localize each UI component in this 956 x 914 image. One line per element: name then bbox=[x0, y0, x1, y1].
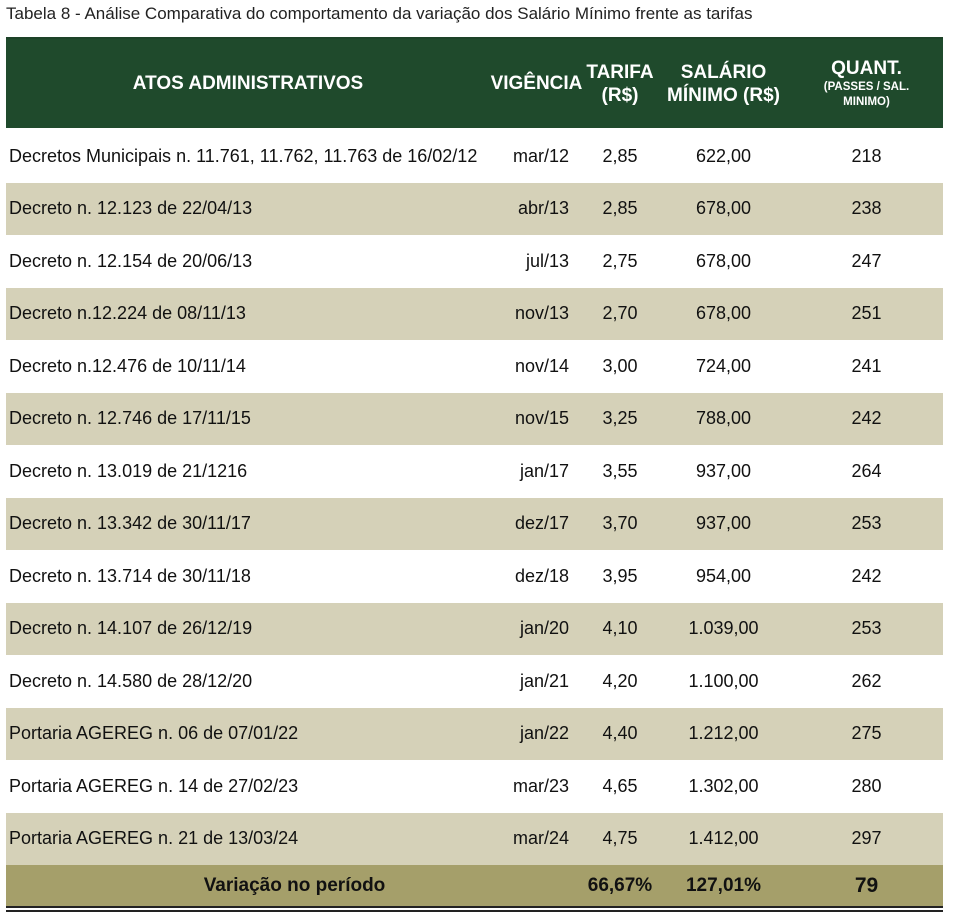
row-quant-cell: 251 bbox=[851, 303, 882, 324]
row-quant-cell: 264 bbox=[851, 460, 882, 481]
row-salario-cell: 937,00 bbox=[695, 513, 752, 534]
row-tarifa-cell: 3,00 bbox=[602, 355, 638, 376]
row-quant-cell: 297 bbox=[851, 828, 882, 849]
header-vigencia bbox=[490, 39, 583, 128]
header-atos-label: ATOS ADMINISTRATIVOS bbox=[132, 72, 364, 94]
header-atos bbox=[6, 39, 490, 128]
table-row bbox=[6, 655, 943, 708]
table-row bbox=[6, 550, 943, 603]
row-vigencia-cell: dez/17 bbox=[514, 513, 569, 534]
row-tarifa-cell: 4,40 bbox=[602, 723, 638, 744]
row-ato-cell: Decreto n. 13.714 de 30/11/18 bbox=[9, 565, 251, 586]
row-ato-cell: Decretos Municipais n. 11.761, 11.762, 11.763 de 16/02/12 bbox=[9, 145, 478, 166]
table-row bbox=[6, 813, 943, 866]
table-row bbox=[6, 393, 943, 446]
header-quant-line2: (PASSES / SAL. bbox=[823, 80, 910, 93]
row-vigencia-cell: jan/20 bbox=[519, 618, 569, 639]
total-salario: 127,01% bbox=[685, 874, 761, 896]
row-tarifa-cell: 3,95 bbox=[602, 565, 638, 586]
row-tarifa-cell: 4,20 bbox=[602, 670, 638, 691]
row-salario-cell: 1.212,00 bbox=[688, 723, 759, 744]
row-ato-cell: Portaria AGEREG n. 21 de 13/03/24 bbox=[9, 828, 299, 849]
row-quant-cell: 275 bbox=[851, 723, 882, 744]
comparison-table bbox=[6, 37, 943, 912]
row-salario-cell: 1.412,00 bbox=[688, 828, 759, 849]
row-quant-cell: 241 bbox=[851, 355, 882, 376]
row-tarifa-cell: 4,10 bbox=[602, 618, 638, 639]
table-row bbox=[6, 288, 943, 341]
row-salario-cell: 954,00 bbox=[695, 565, 752, 586]
row-quant-cell: 218 bbox=[851, 145, 882, 166]
row-salario-cell: 724,00 bbox=[695, 355, 752, 376]
row-vigencia-cell: nov/13 bbox=[514, 303, 569, 324]
total-tarifa: 66,67% bbox=[587, 874, 653, 896]
row-quant-cell: 242 bbox=[851, 408, 882, 429]
table-row bbox=[6, 445, 943, 498]
row-ato-cell: Decreto n. 13.342 de 30/11/17 bbox=[9, 513, 251, 534]
row-tarifa-cell: 2,75 bbox=[602, 250, 638, 271]
row-ato-cell: Portaria AGEREG n. 14 de 27/02/23 bbox=[9, 775, 299, 796]
row-ato-cell: Decreto n. 13.019 de 21/1216 bbox=[9, 460, 248, 481]
row-ato-cell: Decreto n.12.224 de 08/11/13 bbox=[9, 303, 246, 324]
row-ato-cell: Decreto n. 14.107 de 26/12/19 bbox=[9, 618, 253, 639]
row-tarifa-cell: 4,75 bbox=[602, 828, 638, 849]
row-vigencia-cell: jan/17 bbox=[519, 460, 569, 481]
table-row bbox=[6, 130, 943, 183]
total-quant: 79 bbox=[854, 873, 879, 897]
row-vigencia-cell: nov/15 bbox=[514, 408, 569, 429]
header-quant bbox=[790, 39, 943, 128]
table-row bbox=[6, 760, 943, 813]
row-vigencia-cell: dez/18 bbox=[514, 565, 569, 586]
table-caption: Tabela 8 - Análise Comparativa do comportamento da variação dos Salário Mínimo frente as tarifas bbox=[6, 4, 753, 23]
row-tarifa-cell: 3,25 bbox=[602, 408, 638, 429]
header-salario-line1: SALÁRIO bbox=[680, 61, 767, 83]
row-tarifa-cell: 2,70 bbox=[602, 303, 638, 324]
row-vigencia-cell: mar/24 bbox=[512, 828, 569, 849]
total-row bbox=[6, 865, 943, 906]
row-vigencia-cell: nov/14 bbox=[514, 355, 569, 376]
row-salario-cell: 678,00 bbox=[695, 198, 752, 219]
table-body bbox=[6, 130, 943, 865]
table-row bbox=[6, 340, 943, 393]
row-vigencia-cell: mar/12 bbox=[512, 145, 569, 166]
row-salario-cell: 1.039,00 bbox=[688, 618, 759, 639]
row-tarifa-cell: 4,65 bbox=[602, 775, 638, 796]
table-row bbox=[6, 183, 943, 236]
row-quant-cell: 242 bbox=[851, 565, 882, 586]
table-row bbox=[6, 603, 943, 656]
row-quant-cell: 253 bbox=[851, 618, 882, 639]
row-salario-cell: 788,00 bbox=[695, 408, 752, 429]
row-salario-cell: 1.302,00 bbox=[688, 775, 759, 796]
row-ato-cell: Portaria AGEREG n. 06 de 07/01/22 bbox=[9, 723, 299, 744]
row-quant-cell: 238 bbox=[851, 198, 882, 219]
row-vigencia-cell: jan/22 bbox=[519, 723, 569, 744]
row-quant-cell: 247 bbox=[851, 250, 882, 271]
bottom-rule-double bbox=[6, 910, 943, 912]
row-vigencia-cell: abr/13 bbox=[517, 198, 569, 219]
table-row bbox=[6, 235, 943, 288]
row-quant-cell: 262 bbox=[851, 670, 882, 691]
row-salario-cell: 937,00 bbox=[695, 460, 752, 481]
row-salario-cell: 678,00 bbox=[695, 303, 752, 324]
header-salario bbox=[657, 39, 790, 128]
header-quant-line1: QUANT. bbox=[831, 57, 902, 79]
row-quant-cell: 253 bbox=[851, 513, 882, 534]
total-label: Variação no período bbox=[203, 874, 386, 896]
table-row bbox=[6, 498, 943, 551]
table-row bbox=[6, 708, 943, 761]
row-vigencia-cell: jan/21 bbox=[519, 670, 569, 691]
row-vigencia-cell: jul/13 bbox=[525, 250, 569, 271]
header-quant-line3: MINIMO) bbox=[843, 95, 890, 108]
row-tarifa-cell: 3,70 bbox=[602, 513, 638, 534]
header-tarifa-line1: TARIFA bbox=[586, 61, 654, 83]
row-ato-cell: Decreto n. 12.154 de 20/06/13 bbox=[9, 250, 253, 271]
row-tarifa-cell: 2,85 bbox=[602, 145, 638, 166]
header-salario-line2: MÍNIMO (R$) bbox=[667, 84, 780, 106]
row-quant-cell: 280 bbox=[851, 775, 882, 796]
table-header bbox=[6, 39, 943, 130]
row-salario-cell: 678,00 bbox=[695, 250, 752, 271]
row-ato-cell: Decreto n.12.476 de 10/11/14 bbox=[9, 355, 246, 376]
header-vigencia-label: VIGÊNCIA bbox=[490, 72, 583, 94]
row-ato-cell: Decreto n. 12.123 de 22/04/13 bbox=[9, 198, 253, 219]
row-salario-cell: 622,00 bbox=[695, 145, 752, 166]
row-salario-cell: 1.100,00 bbox=[688, 670, 759, 691]
header-tarifa bbox=[583, 39, 657, 128]
row-ato-cell: Decreto n. 12.746 de 17/11/15 bbox=[9, 408, 251, 429]
row-tarifa-cell: 2,85 bbox=[602, 198, 638, 219]
row-ato-cell: Decreto n. 14.580 de 28/12/20 bbox=[9, 670, 253, 691]
row-tarifa-cell: 3,55 bbox=[602, 460, 638, 481]
header-tarifa-line2: (R$) bbox=[601, 84, 639, 106]
row-vigencia-cell: mar/23 bbox=[512, 775, 569, 796]
